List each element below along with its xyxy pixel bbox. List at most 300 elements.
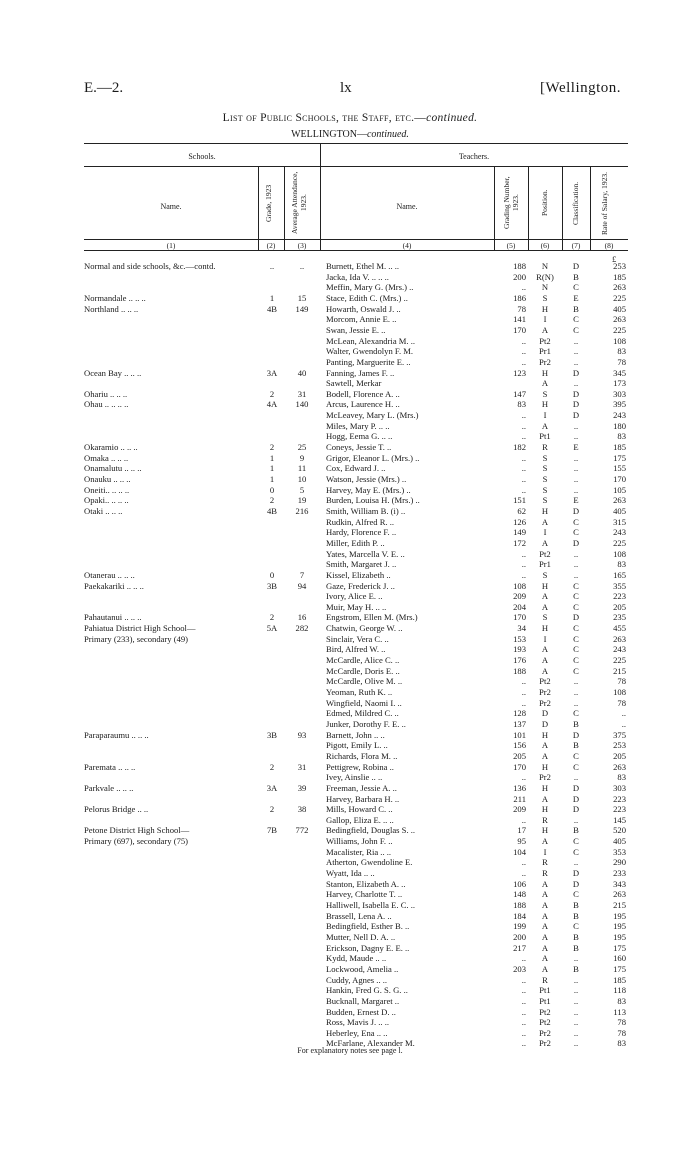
position-cell: I: [543, 847, 547, 857]
teacher-name-cell: Stanton, Elizabeth A. ..: [326, 879, 406, 889]
classification-cell: ..: [573, 421, 579, 431]
table-row: [0, 539, 700, 548]
grade-cell: 1: [269, 293, 275, 303]
teacher-name-cell: Sawtell, Merkar: [326, 379, 382, 389]
grading-number-cell: 153: [513, 634, 526, 644]
salary-cell: 225: [613, 656, 626, 666]
grading-number-cell: 170: [513, 613, 526, 623]
grading-number-cell: 217: [513, 943, 526, 953]
classification-cell: C: [573, 762, 579, 772]
table-row: [0, 773, 700, 782]
table-row: [0, 315, 700, 324]
table-row: [0, 795, 700, 804]
salary-cell: 263: [613, 496, 626, 506]
grading-number-cell: 147: [513, 389, 526, 399]
table-row: [0, 571, 700, 580]
salary-cell: 343: [613, 879, 626, 889]
position-cell: H: [541, 400, 549, 410]
table-row: [0, 763, 700, 772]
position-cell: A: [541, 964, 549, 974]
table-row: [0, 454, 700, 463]
classification-cell: ..: [573, 1007, 579, 1017]
position-cell: I: [543, 411, 547, 421]
classification-cell: B: [573, 272, 579, 282]
classification-cell: C: [573, 837, 579, 847]
classification-column-header: Classification.: [571, 181, 580, 225]
salary-cell: 235: [613, 613, 626, 623]
position-cell: H: [541, 368, 549, 378]
school-name-cell: Primary (697), secondary (75): [84, 837, 189, 847]
teacher-name-cell: Engstrom, Ellen M. (Mrs.): [326, 613, 418, 623]
salary-cell: 225: [613, 538, 626, 548]
salary-cell: 375: [613, 730, 626, 740]
table-row: [0, 720, 700, 729]
attendance-cell: 25: [297, 443, 307, 453]
name-column-header: Name.: [160, 202, 182, 211]
school-name-cell: Primary (233), secondary (49): [84, 634, 189, 644]
table-row: [0, 635, 700, 644]
grading-number-cell: ..: [521, 357, 526, 367]
classification-cell: C: [573, 517, 579, 527]
table-row: [0, 283, 700, 292]
classification-cell: ..: [573, 464, 579, 474]
school-name-cell: Otaki .. .. ..: [84, 506, 123, 516]
teacher-name-cell: Meffin, Mary G. (Mrs.) ..: [326, 283, 414, 293]
position-cell: Pt2: [539, 1018, 551, 1028]
grade-cell: 2: [269, 389, 275, 399]
grading-number-cell: ..: [521, 688, 526, 697]
col-num-3: (3): [297, 241, 307, 250]
school-name-cell: Normal and side schools, &c.—contd.: [84, 262, 216, 271]
classification-cell: ..: [573, 1028, 579, 1038]
salary-cell: 263: [613, 762, 626, 772]
salary-cell: 170: [613, 475, 626, 484]
table-row: [0, 869, 700, 878]
teacher-name-cell: Hogg, Eema G. .. ..: [326, 432, 393, 442]
position-cell: A: [541, 879, 549, 889]
classification-cell: ..: [573, 688, 579, 697]
classification-cell: C: [573, 315, 579, 325]
grading-number-cell: 95: [517, 837, 526, 847]
col-num-1: (1): [166, 241, 176, 250]
grade-cell: 4B: [266, 304, 278, 314]
grading-number-cell: ..: [521, 773, 526, 783]
classification-cell: D: [572, 794, 580, 804]
teacher-name-cell: McFarlane, Alexander M.: [326, 1039, 415, 1049]
grade-cell: 2: [269, 613, 275, 623]
classification-cell: C: [573, 709, 579, 719]
teacher-name-cell: Halliwell, Isabella E. C. ..: [326, 901, 416, 910]
table-row: [0, 848, 700, 857]
salary-cell: 215: [613, 666, 626, 676]
position-cell: A: [541, 666, 549, 676]
teacher-name-cell: Hardy, Florence F. ..: [326, 528, 397, 538]
table-row: [0, 784, 700, 793]
salary-cell: 225: [613, 325, 626, 335]
grade-cell: 2: [269, 496, 275, 506]
teacher-name-cell: Jacka, Ida V. .. .. ..: [326, 272, 389, 282]
teacher-name-cell: Burnett, Ethel M. .. ..: [326, 262, 400, 271]
grading-number-cell: ..: [521, 336, 526, 346]
classification-cell: C: [573, 602, 579, 612]
grading-number-cell: 141: [513, 315, 526, 325]
teacher-name-cell: Kissel, Elizabeth ..: [326, 570, 391, 580]
teacher-name-cell: Harvey, Barbara H. ..: [326, 794, 400, 804]
grading-number-cell: ..: [521, 475, 526, 484]
grading-number-cell: 123: [513, 368, 526, 378]
classification-cell: D: [572, 368, 580, 378]
table-row: [0, 528, 700, 537]
salary-cell: 78: [617, 677, 626, 687]
table-row: [0, 613, 700, 622]
table-row: [0, 816, 700, 825]
salary-cell: 405: [613, 506, 626, 516]
classification-cell: D: [572, 805, 580, 815]
salary-cell: 195: [613, 911, 626, 921]
table-row: [0, 656, 700, 665]
attendance-column-header: Average Attendance, 1923.: [290, 171, 308, 235]
grading-number-cell: ..: [521, 485, 526, 495]
teacher-name-cell: Erickson, Dagny E. E. ..: [326, 943, 410, 953]
classification-cell: D: [572, 730, 580, 740]
teacher-name-cell: Smith, William B. (i) ..: [326, 506, 406, 516]
position-cell: Pt2: [539, 549, 551, 559]
classification-cell: ..: [573, 858, 579, 868]
grade-cell: 1: [269, 453, 275, 463]
school-name-cell: Pelorus Bridge .. ..: [84, 805, 149, 815]
grading-number-cell: 211: [513, 794, 526, 804]
teachers-group-header: Teachers.: [458, 152, 490, 161]
grading-number-cell: ..: [521, 954, 526, 964]
grade-cell: 4A: [266, 400, 278, 410]
grading-number-cell: ..: [521, 1028, 526, 1038]
teacher-name-cell: Howarth, Oswald J. ..: [326, 304, 401, 314]
position-cell: A: [541, 901, 549, 910]
teacher-name-cell: Harvey, May E. (Mrs.) ..: [326, 485, 411, 495]
teacher-name-cell: McCardle, Olive M. ..: [326, 677, 403, 687]
attendance-cell: 40: [297, 368, 307, 378]
school-name-cell: Ohau .. .. .. ..: [84, 400, 129, 410]
table-row: [0, 262, 700, 271]
position-cell: Pr2: [539, 1039, 551, 1049]
salary-cell: 395: [613, 400, 626, 410]
salary-cell: 205: [613, 751, 626, 761]
header-page-number: lx: [340, 80, 352, 96]
position-cell: H: [541, 762, 549, 772]
salary-cell: 253: [613, 262, 626, 271]
attendance-cell: 9: [299, 453, 305, 463]
classification-cell: B: [573, 826, 579, 836]
classification-cell: ..: [573, 453, 579, 463]
classification-cell: ..: [573, 336, 579, 346]
school-name-cell: Petone District High School—: [84, 826, 190, 836]
salary-cell: 108: [613, 336, 626, 346]
teacher-name-cell: Miller, Edith P. ..: [326, 538, 385, 548]
header-right: [Wellington.: [540, 80, 622, 96]
teacher-name-cell: Macalister, Ria .. ..: [326, 847, 392, 857]
teacher-name-cell: Cox, Edward J. ..: [326, 464, 386, 474]
classification-cell: D: [572, 783, 580, 793]
table-row: [0, 432, 700, 441]
salary-cell: 83: [617, 773, 626, 783]
salary-cell: 175: [613, 964, 626, 974]
attendance-cell: 10: [297, 475, 307, 484]
classification-cell: E: [573, 443, 579, 453]
position-cell: A: [541, 325, 549, 335]
salary-cell: 303: [613, 389, 626, 399]
classification-cell: C: [573, 624, 579, 634]
col-num-7: (7): [571, 241, 581, 250]
table-row: [0, 677, 700, 686]
position-cell: Pr1: [539, 347, 551, 357]
table-row: [0, 699, 700, 708]
header-left: E.—2.: [84, 80, 124, 96]
position-cell: Pt2: [539, 1007, 551, 1017]
position-cell: S: [542, 475, 548, 484]
school-name-cell: Paraparaumu .. .. ..: [84, 730, 149, 740]
grading-number-cell: 188: [513, 666, 526, 676]
grading-number-cell: 108: [513, 581, 526, 591]
teacher-name-cell: Heberley, Ena .. ..: [326, 1028, 388, 1038]
classification-cell: D: [572, 506, 580, 516]
salary-cell: ..: [621, 719, 626, 729]
position-cell: Pr2: [539, 773, 551, 783]
grading-number-cell: ..: [521, 815, 526, 825]
table-row: [0, 475, 700, 484]
position-cell: A: [541, 922, 549, 932]
salary-cell: 355: [613, 581, 626, 591]
position-cell: Pr2: [539, 357, 551, 367]
grade-column-header: Grade, 1923: [264, 184, 273, 222]
salary-cell: 263: [613, 890, 626, 900]
table-row: [0, 379, 700, 388]
classification-cell: D: [572, 411, 580, 421]
classification-cell: B: [573, 901, 579, 910]
table-row: [0, 645, 700, 654]
grading-number-cell: 204: [513, 602, 526, 612]
attendance-cell: 93: [297, 730, 307, 740]
table-row: [0, 550, 700, 559]
grading-number-cell: 156: [513, 741, 526, 751]
position-cell: A: [541, 602, 549, 612]
grade-cell: 3B: [266, 581, 278, 591]
divider-1: [258, 166, 259, 250]
teacher-name-cell: Bedingfield, Esther B. ..: [326, 922, 410, 932]
salary-cell: 195: [613, 932, 626, 942]
attendance-cell: 16: [297, 613, 307, 623]
school-name-cell: Parkvale .. .. ..: [84, 783, 134, 793]
grading-number-cell: 170: [513, 762, 526, 772]
grading-number-cell: 148: [513, 890, 526, 900]
teacher-name-cell: Walter, Gwendolyn F. M.: [326, 347, 414, 357]
teacher-name-cell: Barnett, John .. ..: [326, 730, 385, 740]
classification-cell: C: [573, 645, 579, 655]
classification-cell: D: [572, 879, 580, 889]
divider-5: [562, 166, 563, 250]
salary-column-header: Rate of Salary, 1923.: [600, 171, 609, 235]
teacher-name-cell: Ivory, Alice E. ..: [326, 592, 383, 602]
position-cell: Pr2: [539, 688, 551, 697]
position-cell: Pr2: [539, 698, 551, 708]
position-cell: R: [542, 858, 548, 868]
table-row: [0, 496, 700, 505]
position-cell: A: [541, 741, 549, 751]
teacher-name-cell: Bucknall, Margaret ..: [326, 996, 400, 1006]
grading-number-cell: ..: [521, 421, 526, 431]
teacher-name-cell: McCardle, Alice C. ..: [326, 656, 400, 666]
teacher-name-cell: Stace, Edith C. (Mrs.) ..: [326, 293, 408, 303]
grading-number-cell: 136: [513, 783, 526, 793]
teacher-name-cell: Arcus, Laurence H. ..: [326, 400, 400, 410]
school-name-cell: Normandale .. .. ..: [84, 293, 146, 303]
table-row: [0, 273, 700, 282]
table-row: [0, 890, 700, 899]
teacher-name-cell: Hankin, Fred G. S. G. ..: [326, 986, 408, 996]
grading-number-cell: 188: [513, 262, 526, 271]
salary-cell: 105: [613, 485, 626, 495]
salary-cell: 290: [613, 858, 626, 868]
table-row: [0, 709, 700, 718]
grade-cell: 3A: [266, 368, 278, 378]
salary-cell: 83: [617, 996, 626, 1006]
grading-number-cell: ..: [521, 347, 526, 357]
teacher-name-cell: Bedingfield, Douglas S. ..: [326, 826, 416, 836]
grading-number-cell: ..: [521, 549, 526, 559]
grading-number-cell: 149: [513, 528, 526, 538]
grading-number-cell: 182: [513, 443, 526, 453]
col-num-4: (4): [402, 241, 412, 250]
table-row: [0, 688, 700, 697]
classification-cell: B: [573, 741, 579, 751]
position-cell: A: [541, 890, 549, 900]
position-cell: R: [542, 975, 548, 985]
teacher-name-cell: Fanning, James F. ..: [326, 368, 395, 378]
grading-number-cell: 193: [513, 645, 526, 655]
position-cell: S: [542, 464, 548, 474]
table-row: [0, 1029, 700, 1038]
grade-cell: 2: [269, 762, 275, 772]
teacher-name-cell: Coneys, Jessie T. ..: [326, 443, 392, 453]
position-cell: A: [541, 656, 549, 666]
position-cell: S: [542, 453, 548, 463]
column-header-rule: [84, 239, 628, 240]
teacher-name-cell: Yeoman, Ruth K. ..: [326, 688, 393, 697]
position-cell: I: [543, 528, 547, 538]
grading-number-cell: 188: [513, 901, 526, 910]
grading-number-cell: 200: [513, 272, 526, 282]
salary-cell: 83: [617, 347, 626, 357]
grading-number-cell: 128: [513, 709, 526, 719]
grading-number-cell: ..: [521, 677, 526, 687]
table-row: [0, 347, 700, 356]
table-row: [0, 752, 700, 761]
position-cell: A: [541, 538, 549, 548]
classification-cell: D: [572, 869, 580, 879]
classification-cell: ..: [573, 485, 579, 495]
grading-number-cell: ..: [521, 453, 526, 463]
table-row: [0, 954, 700, 963]
grade-cell: 3A: [266, 783, 278, 793]
classification-cell: E: [573, 496, 579, 506]
attendance-cell: 19: [297, 496, 307, 506]
grading-number-cell: 209: [513, 805, 526, 815]
salary-cell: 263: [613, 315, 626, 325]
classification-cell: ..: [573, 773, 579, 783]
table-row: [0, 305, 700, 314]
school-name-cell: Paekakariki .. .. ..: [84, 581, 144, 591]
table-row: [0, 390, 700, 399]
grading-number-cell: ..: [521, 869, 526, 879]
grading-number-cell: ..: [521, 698, 526, 708]
table-row: [0, 997, 700, 1006]
grade-cell: 2: [269, 805, 275, 815]
grading-number-cell: ..: [521, 283, 526, 293]
teacher-name-cell: Morcom, Annie E. ..: [326, 315, 397, 325]
position-cell: I: [543, 315, 547, 325]
divider-3: [494, 166, 495, 250]
classification-cell: D: [572, 262, 580, 271]
teacher-name-cell: Freeman, Jessie A. ..: [326, 783, 397, 793]
classification-cell: C: [573, 325, 579, 335]
school-name-cell: Onauku .. .. ..: [84, 475, 131, 484]
position-cell: H: [541, 624, 549, 634]
table-row: [0, 518, 700, 527]
teacher-name-cell: Sinclair, Vera C. ..: [326, 634, 389, 644]
grading-number-cell: ..: [521, 411, 526, 421]
position-cell: A: [541, 645, 549, 655]
classification-cell: ..: [573, 432, 579, 442]
classification-cell: D: [572, 538, 580, 548]
salary-cell: 520: [613, 826, 626, 836]
teacher-name-cell: Bird, Alfred W. ..: [326, 645, 386, 655]
grading-number-cell: 78: [517, 304, 526, 314]
position-cell: H: [541, 826, 549, 836]
grade-cell: 2: [269, 443, 275, 453]
table-row: [0, 1008, 700, 1017]
school-name-cell: Northland .. .. ..: [84, 304, 139, 314]
position-column-header: Position.: [540, 189, 549, 217]
table-row: [0, 1018, 700, 1027]
table-row: [0, 667, 700, 676]
table-row: [0, 422, 700, 431]
school-name-cell: Pahiatua District High School—: [84, 624, 196, 634]
table-row: [0, 901, 700, 910]
table-row: [0, 976, 700, 985]
classification-cell: B: [573, 304, 579, 314]
position-cell: S: [542, 389, 548, 399]
teacher-name-cell: Pettigrew, Robina ..: [326, 762, 394, 772]
teacher-name-cell: Yates, Marcella V. E. ..: [326, 549, 405, 559]
teacher-name-cell: Smith, Margaret J. ..: [326, 560, 397, 570]
table-row: [0, 741, 700, 750]
teacher-name-cell: Ivey, Ainslie .. ..: [326, 773, 383, 783]
table-row: [0, 826, 700, 835]
salary-cell: 118: [613, 986, 626, 996]
currency-symbol: £: [612, 254, 617, 264]
teacher-name-cell: Rudkin, Alfred R. ..: [326, 517, 395, 527]
position-cell: H: [541, 506, 549, 516]
grading-number-cell: 170: [513, 325, 526, 335]
table-row: [0, 411, 700, 420]
attendance-cell: 7: [299, 570, 305, 580]
salary-cell: 455: [613, 624, 626, 634]
position-cell: A: [541, 379, 549, 389]
classification-cell: C: [573, 592, 579, 602]
teacher-name-cell: Wingfield, Naomi I. ..: [326, 698, 402, 708]
table-row: [0, 731, 700, 740]
teacher-name-cell: Burden, Louisa H. (Mrs.) ..: [326, 496, 420, 506]
teacher-name-cell: Harvey, Charlotte T. ..: [326, 890, 403, 900]
